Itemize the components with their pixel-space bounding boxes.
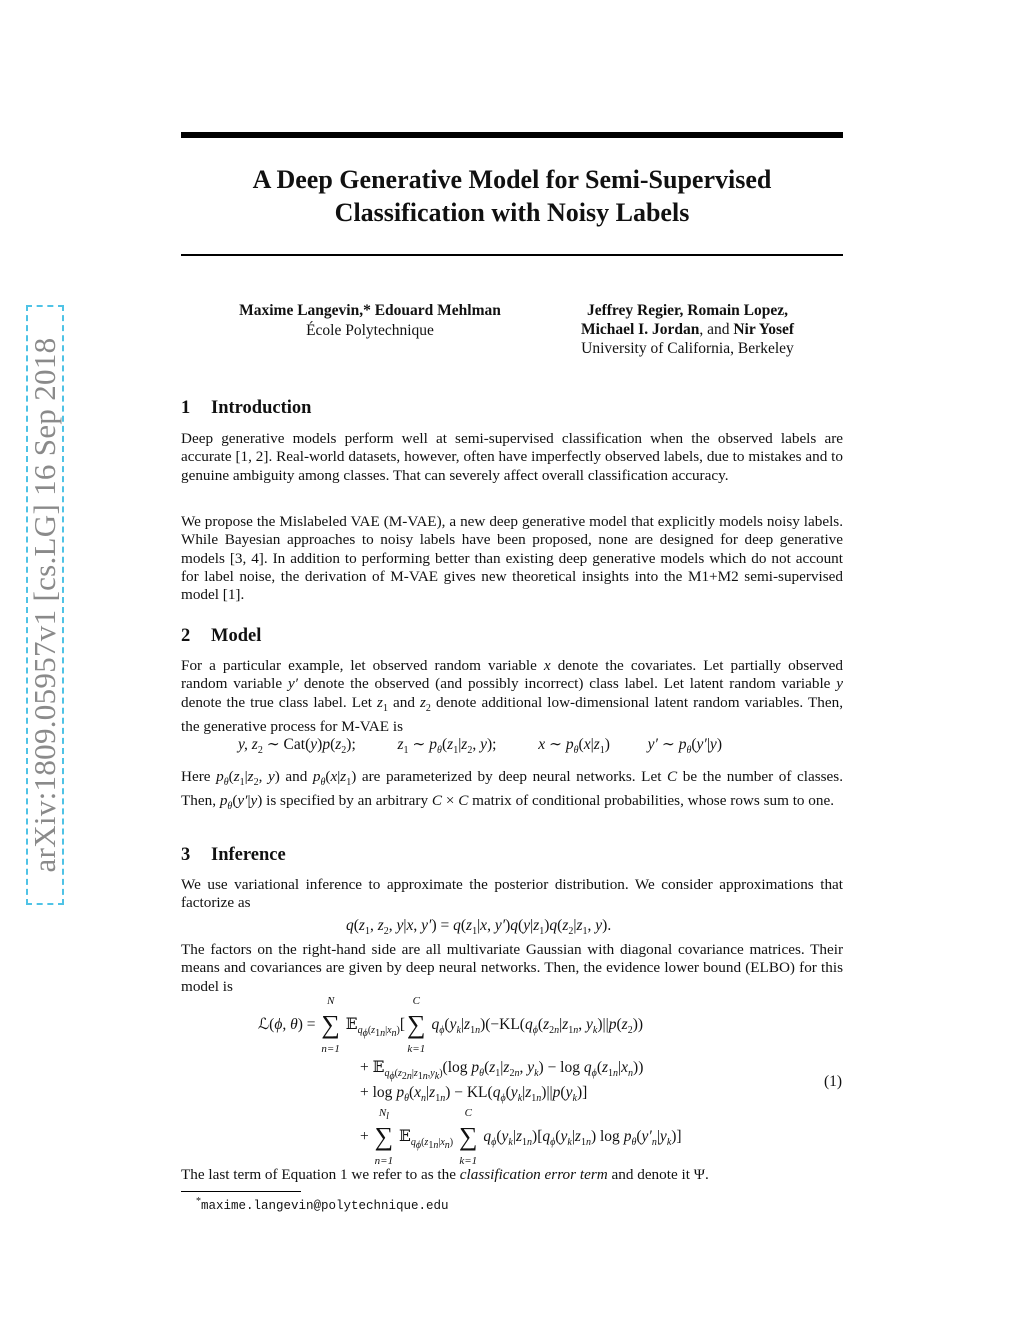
section-title: Inference: [211, 845, 286, 865]
elbo-line-1: ℒ(ϕ, θ) = ∑ N n=1 𝔼$_{q_\phi(z_{1n}|x_n)}$[∑ C k=1 $q_\phi(y_k|z_{1n})(-KL(q_\phi(z_{2n}|z_{1n}$, $y_k)||p(z_2)$): [258, 995, 644, 1056]
title-rule-bottom: [181, 254, 843, 256]
variational-factorization-equation: $q(z_1$, $z_2$, y|x, $y') = q(z_1|x$, $y')q(y|z_1)q(z_2|z_1$, y).: [346, 917, 612, 938]
section-heading-inference: [181, 845, 286, 866]
authors-right: [545, 301, 830, 358]
title-rule-top: [181, 132, 843, 138]
section-number: 3: [181, 845, 191, 865]
arxiv-stamp[interactable]: arXiv:1809.05957v1 [cs.LG] 16 Sep 2018: [26, 305, 64, 905]
section-heading-introduction: [181, 398, 311, 419]
generative-process-equation: y, $z_2$ ∼ $Cat(y)p(z_2)$; $z_1$ ∼ $p_\theta(z_1|z_2$, y); x ∼ $p_\theta(x|z_1)$ y′ ∼ $p_\theta(y'|y)$: [238, 736, 722, 757]
section-title: Model: [211, 626, 262, 646]
paper-title: [181, 163, 843, 229]
section-title: Introduction: [211, 398, 312, 418]
model-paragraph-1: For a particular example, let observed random variable x denote the covariates. Let partially observed random variable y′ denote the observed (and possibly incorrect) class label. Let latent random variable y denote the true class label. Let $z_1$ and $z_2$ denote additional low-dimensional latent random variables. Then, the generative process for M-VAE is: [181, 657, 843, 735]
author-names-right-2: [545, 320, 830, 339]
affiliation-right: University of California, Berkeley: [581, 340, 794, 357]
affiliation-left: École Polytechnique: [306, 322, 434, 339]
section-number: 2: [181, 626, 191, 646]
inference-paragraph-1: We use variational inference to approximate the posterior distribution. We consider approximations that factorize as: [181, 876, 843, 912]
authors-left: [215, 301, 525, 341]
section-heading-model: [181, 626, 261, 647]
title-line-1: A Deep Generative Model for Semi-Supervised: [252, 165, 772, 194]
author-jordan: Michael I. Jordan: [580, 321, 700, 338]
closing-sentence: The last term of Equation 1 we refer to as the classification error term and denote it Ψ.: [181, 1166, 709, 1183]
footnote-rule: [181, 1191, 301, 1192]
model-paragraph-2: Here $p_\theta(z_1|z_2$, y) and $p_\theta(x|z_1)$ are parameterized by deep neural networks. Let C be the number of classes. Then, $p_\theta(y'|y)$ is specified by an arbitrary C × C matrix of conditional probabilities, whose rows sum to one.: [181, 768, 844, 813]
intro-paragraph-2: We propose the Mislabeled VAE (M-VAE), a new deep generative model that explicitly models noisy labels. While Bayesian approaches to noisy labels have been proposed, none are designed for deep generative models [3, 4]. In addition to performing better than existing deep generative models which do not account for label noise, the derivation of M-VAE gives new theoretical insights into the M1+M2 semi-supervised model [1].: [181, 513, 843, 604]
elbo-line-4: + ∑ $N_l$ n=1 𝔼$_{q_\phi(z_{1n}|x_n)}$ ∑ C k=1 $q_\phi(y_k|z_{1n})[q_\phi(y_k|z_{1n})$ $\log p_\theta(y'_n|y_k)$]: [360, 1107, 682, 1168]
section-number: 1: [181, 398, 191, 418]
intro-paragraph-1: Deep generative models perform well at semi-supervised classification when the observed labels are accurate [1, 2]. Real-world datasets, however, often have imperfectly observed labels, due to mistakes and to genuine ambiguity among classes. That can severely affect overall classification accuracy.: [181, 430, 843, 484]
author-yosef: Nir Yosef: [733, 321, 795, 338]
title-line-2: Classification with Noisy Labels: [334, 198, 690, 227]
footnote: *maxime.langevin@polytechnique.edu: [196, 1196, 449, 1214]
equation-number: (1): [824, 1073, 843, 1090]
author-names-left: Maxime Langevin,* Edouard Mehlman: [239, 302, 501, 319]
elbo-line-3: + $\log p_\theta(x_n|z_{1n}) - KL(q_\phi(y_k|z_{1n})||p(y_k)]$: [360, 1084, 588, 1105]
inference-paragraph-2: The factors on the right-hand side are all multivariate Gaussian with diagonal covariance matrices. Their means and covariances are given by deep neural networks. Then, the evidence lower bound (ELBO) for this model is: [181, 941, 843, 995]
author-and: , and: [699, 321, 734, 338]
author-names-right-1: Jeffrey Regier, Romain Lopez,: [586, 302, 789, 319]
footnote-email[interactable]: maxime.langevin@polytechnique.edu: [201, 1199, 449, 1214]
elbo-line-2: + 𝔼$_{q_\phi(z_{2n}|z_{1n},y_k)}$(log $p_\theta(z_1|z_{2n}$, $y_k) - \log q_\phi(z_{1n}|x_n)$): [360, 1059, 644, 1083]
